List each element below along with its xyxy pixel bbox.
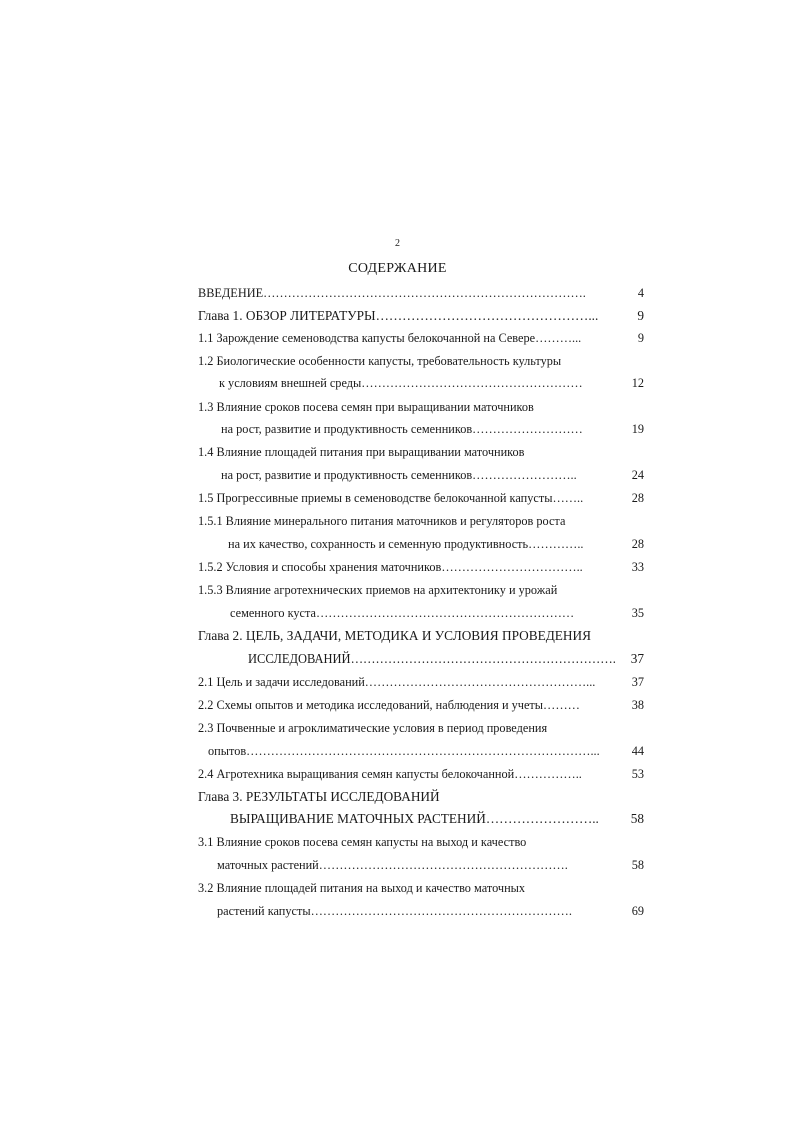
toc-entry-page: 37 bbox=[631, 675, 644, 689]
toc-entry-page: 9 bbox=[637, 331, 644, 345]
toc-entry-text: на рост, развитие и продуктивность семенников…………………….. bbox=[221, 468, 577, 482]
toc-entry-3-1-cont bbox=[198, 855, 644, 875]
toc-entry-1-5-1-cont bbox=[198, 534, 644, 554]
toc-entry-text: Глава 2. ЦЕЛЬ, ЗАДАЧИ, МЕТОДИКА И УСЛОВИЯ ПРОВЕДЕНИЯ bbox=[198, 628, 591, 643]
toc-entry-2-3-cont bbox=[198, 741, 644, 761]
toc-entry-page: 24 bbox=[631, 468, 644, 482]
toc-entry-text: 1.1 Зарождение семеноводства капусты белокочанной на Севере………... bbox=[198, 331, 582, 345]
toc-entry-page: 33 bbox=[631, 560, 644, 574]
toc-entry-text: растений капусты………………………………………………………. bbox=[217, 904, 572, 918]
toc-entry-text: 1.5.2 Условия и способы хранения маточников…………………………….. bbox=[198, 560, 583, 574]
toc-entry-1-2-cont bbox=[198, 373, 644, 393]
toc-entry-1-4 bbox=[198, 442, 644, 462]
toc-entry-2-1 bbox=[198, 672, 644, 692]
page-number: 2 bbox=[395, 238, 400, 249]
toc-entry-chapter-1 bbox=[198, 306, 644, 326]
toc-entry-1-5-1 bbox=[198, 511, 644, 531]
toc-entry-page: 58 bbox=[631, 858, 644, 872]
toc-entry-1-5-2 bbox=[198, 557, 644, 577]
toc-entry-page: 28 bbox=[631, 491, 644, 505]
toc-entry-text: Глава 3. РЕЗУЛЬТАТЫ ИССЛЕДОВАНИЙ bbox=[198, 789, 440, 804]
toc-entry-text: Глава 1. ОБЗОР ЛИТЕРАТУРЫ…………………………………………... bbox=[198, 308, 599, 323]
toc-entry-page: 58 bbox=[630, 811, 644, 826]
toc-entry-1-3 bbox=[198, 397, 644, 417]
toc-entry-3-2-cont bbox=[198, 901, 644, 921]
toc-entry-text: 3.2 Влияние площадей питания на выход и качество маточных bbox=[198, 881, 526, 895]
toc-entry-text: к условиям внешней среды……………………………………………… bbox=[219, 376, 583, 390]
toc-entry-page: 38 bbox=[631, 698, 644, 712]
toc-entry-1-2 bbox=[198, 351, 644, 371]
toc-entry-text: опытов…………………………………………………………………………... bbox=[208, 744, 600, 758]
toc-entry-text: 2.2 Схемы опытов и методика исследований, наблюдения и учеты……… bbox=[198, 698, 580, 712]
toc-entry-1-5-3-cont bbox=[198, 603, 644, 623]
toc-entry-text: 1.4 Влияние площадей питания при выращивании маточников bbox=[198, 445, 525, 459]
toc-title: СОДЕРЖАНИЕ bbox=[348, 261, 447, 276]
toc-entry-1-5 bbox=[198, 488, 644, 508]
toc-entry-text: 1.3 Влияние сроков посева семян при выращивании маточников bbox=[198, 400, 534, 414]
toc-entry-page: 9 bbox=[637, 308, 644, 323]
toc-entry-2-2 bbox=[198, 695, 644, 715]
toc-entry-text: на их качество, сохранность и семенную продуктивность………….. bbox=[228, 537, 584, 551]
toc-entry-text: на рост, развитие и продуктивность семенников……………………… bbox=[221, 422, 583, 436]
toc-entry-text: 2.4 Агротехника выращивания семян капусты белокочанной…………….. bbox=[198, 767, 582, 781]
toc-entry-2-3 bbox=[198, 718, 644, 738]
toc-entry-introduction bbox=[198, 283, 644, 303]
toc-entry-page: 19 bbox=[631, 422, 644, 436]
toc-entry-text: 1.5.1 Влияние минерального питания маточников и регуляторов роста bbox=[198, 514, 566, 528]
toc-entry-text: ИССЛЕДОВАНИЙ………………………………………………………. bbox=[248, 651, 616, 666]
toc-entry-page: 44 bbox=[631, 744, 644, 758]
toc-entry-text: 1.5 Прогрессивные приемы в семеноводстве белокочанной капусты…….. bbox=[198, 491, 584, 505]
toc-entry-page: 69 bbox=[631, 904, 644, 918]
toc-entry-page: 28 bbox=[631, 537, 644, 551]
toc-entry-text: ВЫРАЩИВАНИЕ МАТОЧНЫХ РАСТЕНИЙ…………………….. bbox=[230, 811, 599, 826]
toc-entry-page: 37 bbox=[630, 651, 644, 666]
toc-entry-text: ВВЕДЕНИЕ……………………………………………………………………. bbox=[198, 286, 586, 300]
toc-entry-1-3-cont bbox=[198, 419, 644, 439]
toc-entry-text: 2.3 Почвенные и агроклиматические условия в период проведения bbox=[198, 721, 548, 735]
toc-entry-text: 2.1 Цель и задачи исследований………………………………………………... bbox=[198, 675, 596, 689]
toc-entry-chapter-2 bbox=[198, 626, 644, 646]
toc-entry-chapter-3 bbox=[198, 787, 644, 807]
toc-entry-text: 1.2 Биологические особенности капусты, требовательность культуры bbox=[198, 354, 562, 368]
toc-entry-page: 53 bbox=[631, 767, 644, 781]
toc-entry-text: 1.5.3 Влияние агротехнических приемов на архитектонику и урожай bbox=[198, 583, 558, 597]
toc-entry-1-1 bbox=[198, 328, 644, 348]
toc-entry-text: семенного куста……………………………………………………… bbox=[230, 606, 575, 620]
toc-entry-chapter-3-cont bbox=[198, 809, 644, 829]
toc-entry-1-4-cont bbox=[198, 465, 644, 485]
toc-entry-page: 12 bbox=[631, 376, 644, 390]
toc-entry-text: 3.1 Влияние сроков посева семян капусты на выход и качество bbox=[198, 835, 527, 849]
toc-entry-page: 35 bbox=[631, 606, 644, 620]
toc-entry-page: 4 bbox=[637, 286, 644, 300]
toc-entry-3-1 bbox=[198, 832, 644, 852]
toc-entry-2-4 bbox=[198, 764, 644, 784]
toc-entry-chapter-2-cont bbox=[198, 649, 644, 669]
toc-entry-3-2 bbox=[198, 878, 644, 898]
toc-entry-text: маточных растений……………………………………………………. bbox=[217, 858, 568, 872]
toc-entry-1-5-3 bbox=[198, 580, 644, 600]
